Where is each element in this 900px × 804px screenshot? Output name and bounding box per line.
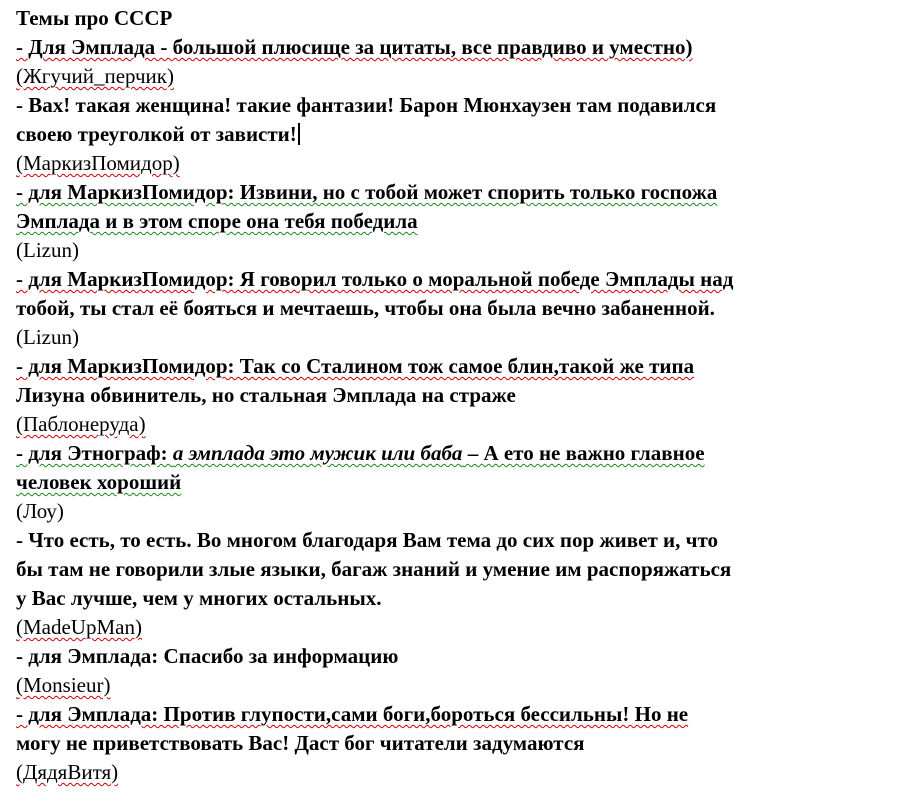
comment-entry: [16, 642, 896, 700]
comment-line: [16, 120, 896, 149]
comment-entry: [16, 178, 896, 265]
document-title: Темы про СССР: [16, 6, 173, 30]
comment-line-text: своею треуголкой от зависти!: [16, 122, 297, 146]
comment-line: [16, 439, 896, 468]
comment-line: тобой, ты стал её бояться и мечтаешь, чтобы она была вечно забаненной.: [16, 296, 715, 320]
comment-line: - Для Эмплада - большой плюсище за цитаты, все правдиво и уместно): [16, 35, 693, 59]
comment-author: (MadeUpMan): [16, 615, 142, 639]
comment-line: могу не приветствовать Вас! Даст бог читатели задумаются: [16, 731, 585, 755]
comment-line: - для МаркизПомидор: Так со Сталином тож самое блин,такой же типа: [16, 354, 695, 378]
comment-entry: [16, 439, 896, 526]
comment-line: Лизуна обвинитель, но стальная Эмплада на страже: [16, 383, 516, 407]
comment-author: (Жгучий_перчик): [16, 64, 174, 88]
comment-line: Эмплада и в этом споре она тебя победила: [16, 209, 418, 233]
comment-author: (Лоу): [16, 499, 64, 523]
comment-entry: [16, 526, 896, 642]
comment-entry: [16, 265, 896, 352]
comment-author: (МаркизПомидор): [16, 151, 180, 175]
quoted-question: а эмплада это мужик или баба: [172, 441, 463, 465]
comment-author: (Lizun): [16, 238, 79, 262]
comment-line: человек хороший: [16, 470, 182, 494]
comment-line: - Вах! такая женщина! такие фантазии! Барон Мюнхаузен там подавился: [16, 93, 717, 117]
comment-author: (ДядяВитя): [16, 760, 119, 784]
comment-line: - для МаркизПомидор: Я говорил только о моральной победе Эмплады над: [16, 267, 734, 291]
comment-entry: [16, 352, 896, 439]
comment-line: у Вас лучше, чем у многих остальных.: [16, 586, 382, 610]
comment-entry: [16, 33, 896, 91]
comment-line: бы там не говорили злые языки, багаж знаний и умение им распоряжаться: [16, 557, 732, 581]
comment-line: - для Эмплада: Спасибо за информацию: [16, 644, 399, 668]
comment-author: (Паблонеруда): [16, 412, 146, 436]
comment-prefix: - для Этнограф:: [16, 441, 173, 465]
document-body[interactable]: [16, 4, 896, 787]
comment-author: (Lizun): [16, 325, 79, 349]
comment-line: - для МаркизПомидор: Извини, но с тобой может спорить только госпожа: [16, 180, 718, 204]
comment-line: - для Эмплада: Против глупости,сами боги,бороться бессильны! Но не: [16, 702, 689, 726]
text-cursor: [298, 123, 300, 145]
comment-reply: – А ето не важно главное: [462, 441, 705, 465]
comment-line: - Что есть, то есть. Во многом благодаря Вам тема до сих пор живет и, что: [16, 528, 718, 552]
comment-entry: [16, 91, 896, 178]
comment-author: (Monsieur): [16, 673, 111, 697]
comment-entry: [16, 700, 896, 787]
